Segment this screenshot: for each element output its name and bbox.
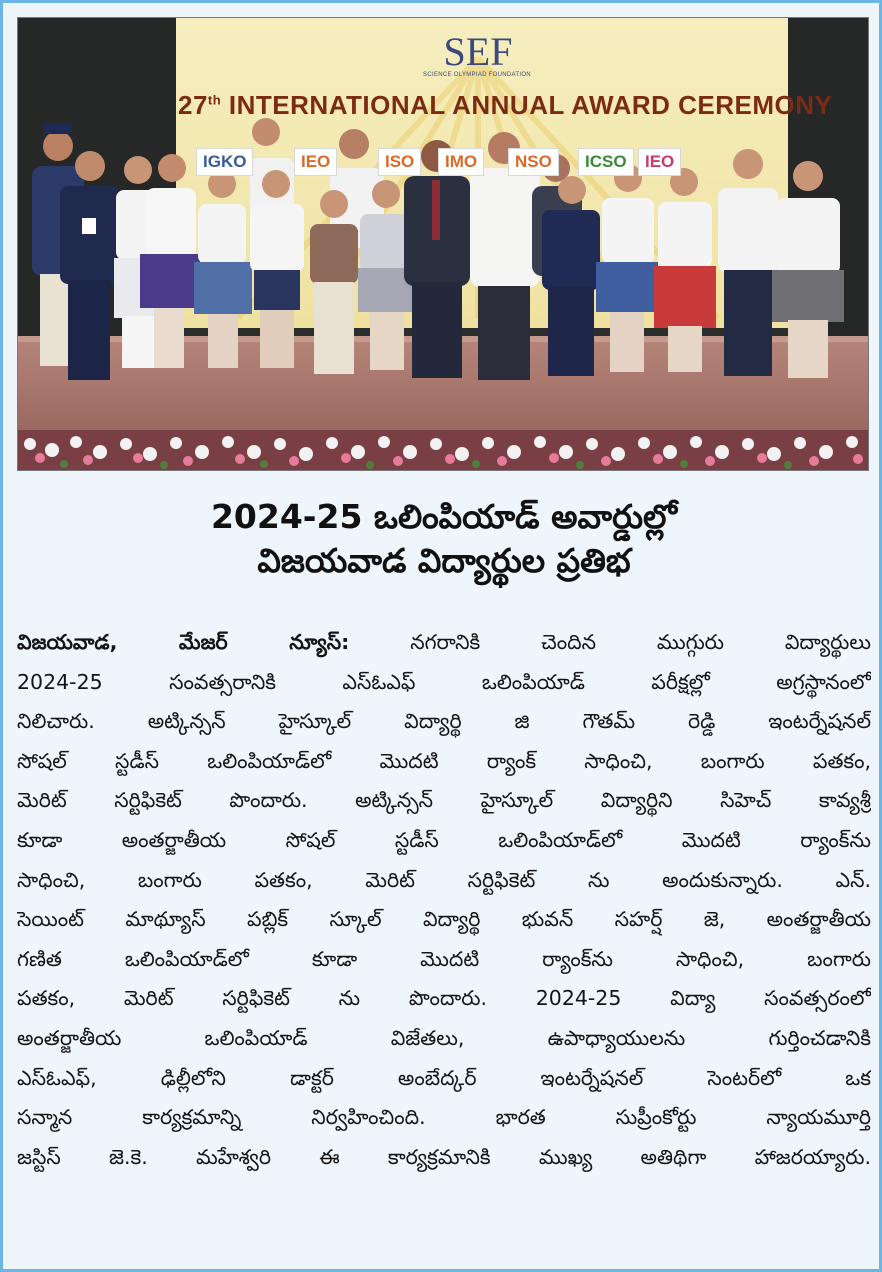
ceremony-scene [18, 18, 868, 470]
article-line: కూడా అంతర్జాతీయ సోషల్ స్టడీస్ ఒలింపియాడ్‌లో మొదటి ర్యాంక్‌ను [17, 827, 871, 852]
sponsor-logo-igko: IGKO [196, 148, 253, 176]
article-line: గణిత ఒలింపియాడ్‌లో కూడా మొదటి ర్యాంక్‌ను సాధించి, బంగారు [17, 946, 871, 971]
headline-line-2: విజయవాడ విద్యార్థుల ప్రతిభ [257, 541, 631, 580]
sponsor-logo-imo: IMO [438, 148, 484, 176]
article-line: ఎస్ఓఎఫ్, ఢిల్లీలోని డాక్టర్ అంబేద్కర్ ఇంటర్నేషనల్ సెంటర్‌లో ఒక [17, 1065, 871, 1090]
article-line: విజయవాడ, మేజర్ న్యూస్: నగరానికి చెందిన ముగ్గురు విద్యార్థులు [17, 630, 871, 654]
article-line: జస్టిస్ జె.కె. మహేశ్వరి ఈ కార్యక్రమానికి ముఖ్య అతిథిగా హాజరయ్యారు. [17, 1144, 871, 1169]
article-line: పతకం, మెరిట్ సర్టిఫికెట్ ను పొందారు. 2024-25 విద్యా సంవత్సరంలో [17, 986, 871, 1011]
banner-title: 27th INTERNATIONAL ANNUAL AWARD CEREMONY [178, 90, 833, 120]
headline-line-1: 2024-25 ఒలింపియాడ్ అవార్డుల్లో [210, 497, 678, 536]
sponsor-logo-ieo-2: IEO [638, 148, 681, 176]
headline [17, 495, 871, 583]
article-line: మెరిట్ సర్టిఫికెట్ పొందారు. అట్కిన్సన్ హైస్కూల్ విద్యార్థిని సిహెచ్ కావ్యశ్రీ [17, 788, 871, 813]
award-ceremony-photo [17, 17, 869, 471]
sponsor-logo-ieo: IEO [294, 148, 337, 176]
sponsor-logo-iso: ISO [378, 148, 421, 176]
article-line: అంతర్జాతీయ ఒలింపియాడ్ విజేతలు, ఉపాధ్యాయులను గుర్తించడానికి [17, 1025, 871, 1050]
sof-logo-subtitle: SCIENCE OLYMPIAD FOUNDATION [423, 72, 531, 78]
dateline: విజయవాడ, మేజర్ న్యూస్: [17, 630, 350, 654]
sponsor-logo-icso: ICSO [578, 148, 634, 176]
article-body [17, 623, 871, 1177]
article-line: 2024-25 సంవత్సరానికి ఎస్ఓఎఫ్ ఒలింపియాడ్ పరీక్షల్లో అగ్రస్థానంలో [17, 669, 871, 694]
article-line: సన్మాన కార్యక్రమాన్ని నిర్వహించింది. భారత సుప్రీంకోర్టు న్యాయమూర్తి [17, 1105, 871, 1130]
article-line: సోషల్ స్టడీస్ ఒలింపియాడ్‌లో మొదటి ర్యాంక్ సాధించి, బంగారు పతకం, [17, 748, 871, 773]
sponsor-logo-nso: NSO [508, 148, 559, 176]
article-line: సెయింట్ మాథ్యూస్ పబ్లిక్ స్కూల్ విద్యార్థి భువన్ సహర్ష్ జె, అంతర్జాతీయ [17, 907, 871, 932]
sof-logo: SEF [443, 29, 513, 74]
article-line: నిలిచారు. అట్కిన్సన్ హైస్కూల్ విద్యార్థి జి గౌతమ్ రెడ్డి ఇంటర్నేషనల్ [17, 709, 871, 734]
article-line: సాధించి, బంగారు పతకం, మెరిట్ సర్టిఫికెట్ ను అందుకున్నారు. ఎన్. [17, 867, 871, 892]
